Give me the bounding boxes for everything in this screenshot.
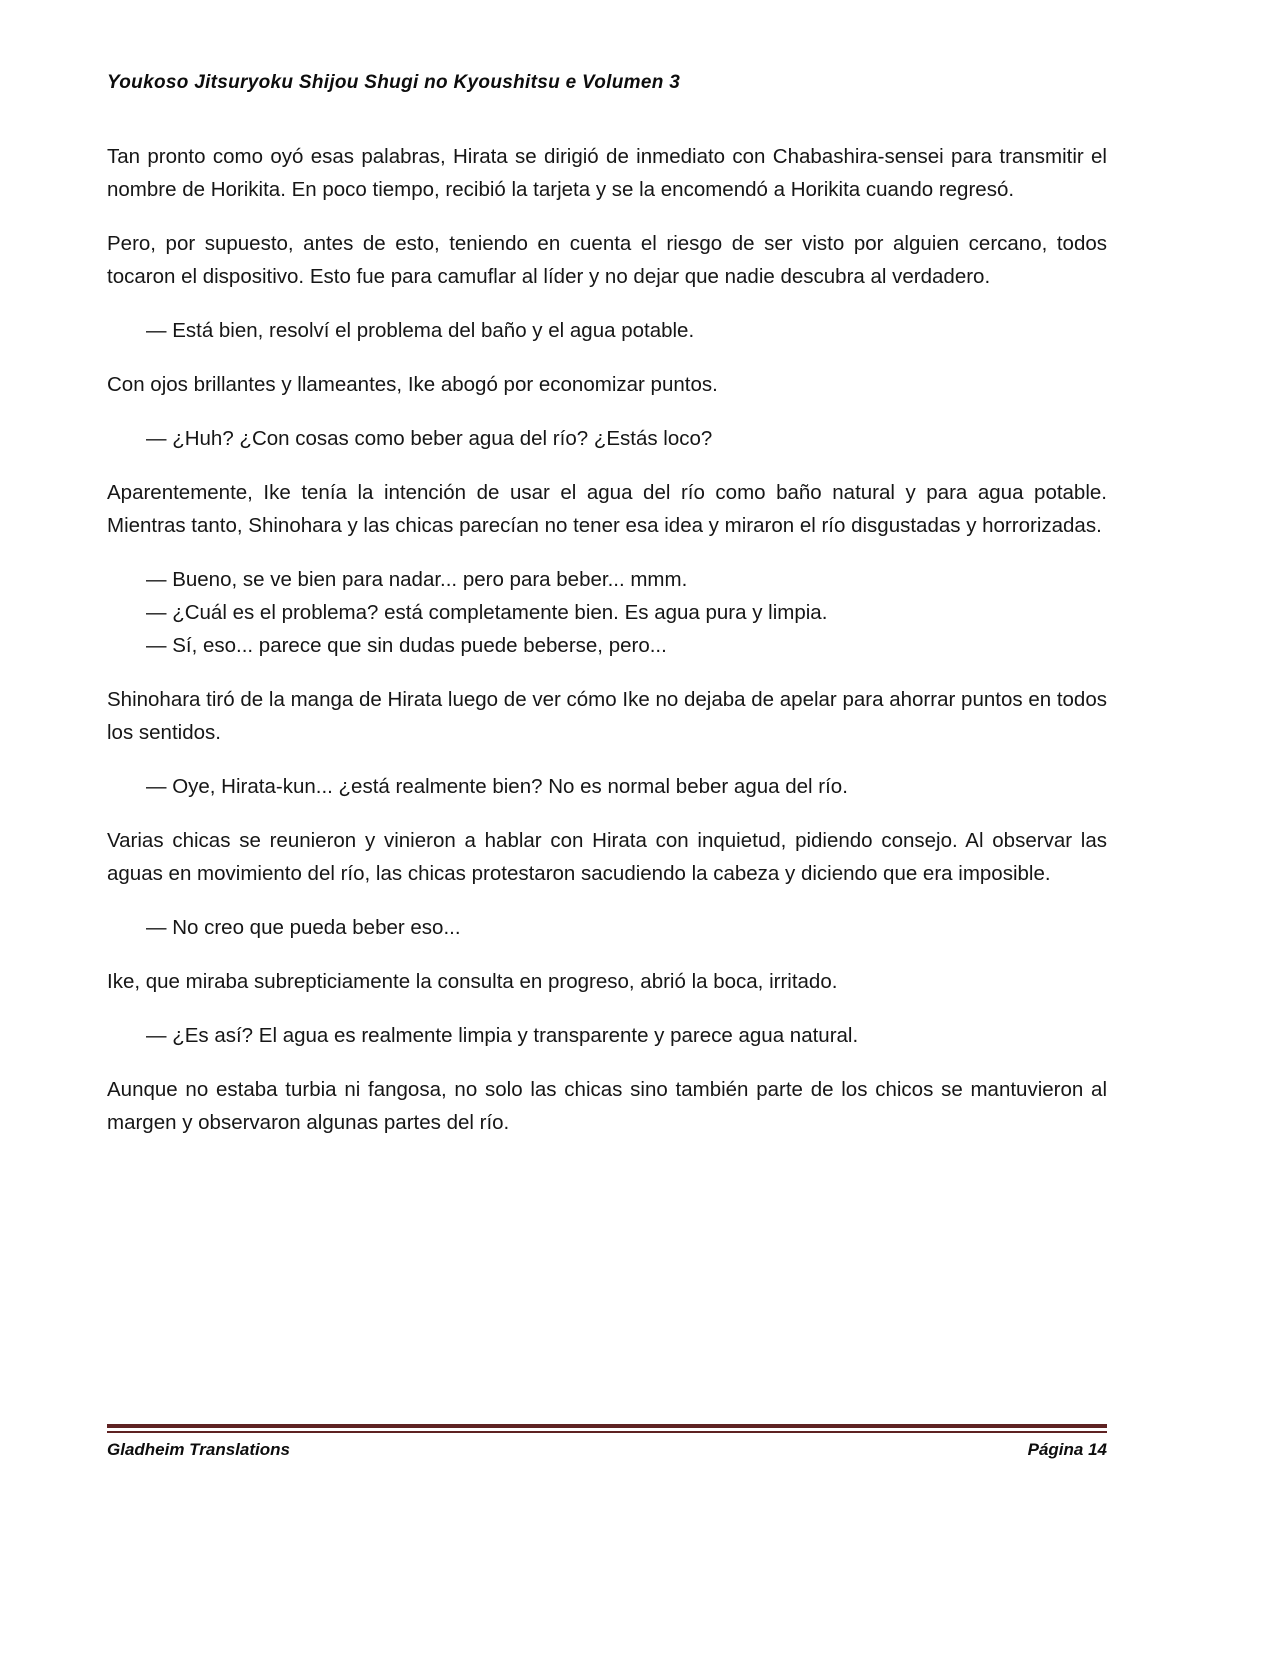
page-footer: [107, 1424, 1107, 1460]
dialogue-line-3: — Bueno, se ve bien para nadar... pero para beber... mmm.: [146, 568, 688, 591]
footer-divider: [107, 1424, 1107, 1433]
paragraph-7: Ike, que miraba subrepticiamente la consulta en progreso, abrió la boca, irritado.: [107, 970, 838, 993]
dialogue-line-7: — No creo que pueda beber eso...: [146, 916, 461, 939]
dialogue-line-6: — Oye, Hirata-kun... ¿está realmente bien? No es normal beber agua del río.: [146, 775, 848, 798]
dialogue-line-8: — ¿Es así? El agua es realmente limpia y transparente y parece agua natural.: [146, 1024, 859, 1047]
page-content: [107, 72, 1107, 1160]
dialogue-line-2: — ¿Huh? ¿Con cosas como beber agua del río? ¿Estás loco?: [146, 427, 713, 450]
page-body: [107, 140, 1107, 1139]
footer-translator-credit: Gladheim Translations: [107, 1440, 290, 1459]
page-header: [107, 72, 1107, 94]
dialogue-group: [107, 563, 1107, 662]
dialogue-line-5: — Sí, eso... parece que sin dudas puede beberse, pero...: [146, 634, 667, 657]
dialogue-line-1: — Está bien, resolví el problema del baño y el agua potable.: [146, 319, 695, 342]
paragraph-8: Aunque no estaba turbia ni fangosa, no solo las chicas sino también parte de los chicos se mantuvieron al margen y observaron algunas partes del río.: [107, 1078, 1107, 1134]
paragraph-3: Con ojos brillantes y llameantes, Ike abogó por economizar puntos.: [107, 373, 718, 396]
paragraph-2: Pero, por supuesto, antes de esto, teniendo en cuenta el riesgo de ser visto por alguien cercano, todos tocaron el dispositivo. Esto fue para camuflar al líder y no dejar que nadie descubra al verdadero.: [107, 232, 1107, 288]
paragraph-6: Varias chicas se reunieron y vinieron a hablar con Hirata con inquietud, pidiendo consejo. Al observar las aguas en movimiento del río, las chicas protestaron sacudiendo la cabeza y diciendo que era imposible.: [107, 829, 1107, 885]
paragraph-5: Shinohara tiró de la manga de Hirata luego de ver cómo Ike no dejaba de apelar para ahorrar puntos en todos los sentidos.: [107, 688, 1107, 744]
dialogue-line-4: — ¿Cuál es el problema? está completamente bien. Es agua pura y limpia.: [146, 601, 828, 624]
document-title: Youkoso Jitsuryoku Shijou Shugi no Kyoushitsu e Volumen 3: [107, 72, 681, 93]
footer-row: [107, 1440, 1107, 1460]
footer-page-number: Página 14: [1027, 1440, 1107, 1459]
paragraph-4: Aparentemente, Ike tenía la intención de usar el agua del río como baño natural y para agua potable. Mientras tanto, Shinohara y las chicas parecían no tener esa idea y miraron el río disgustadas y horrorizadas.: [107, 481, 1107, 537]
paragraph-1: Tan pronto como oyó esas palabras, Hirata se dirigió de inmediato con Chabashira-sensei para transmitir el nombre de Horikita. En poco tiempo, recibió la tarjeta y se la encomendó a Horikita cuando regresó.: [107, 145, 1107, 201]
